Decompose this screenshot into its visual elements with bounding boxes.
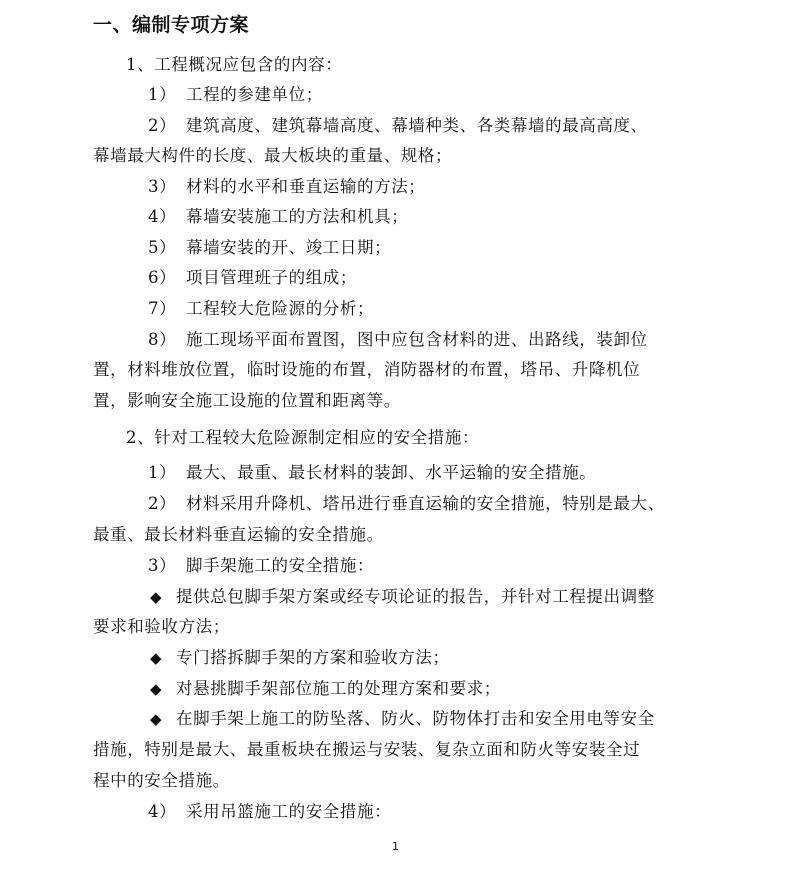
list-item: [148, 298, 374, 320]
list-item-number: 2）: [148, 494, 177, 513]
list-item-number: 4）: [148, 802, 177, 821]
list-item: [148, 84, 323, 106]
list-item: [148, 115, 648, 137]
bullet-item-text: 在脚手架上施工的防坠落、防火、防物体打击和安全用电等安全: [176, 709, 655, 728]
list-item-number: 3）: [148, 177, 177, 196]
list-item-number: 2）: [148, 116, 177, 135]
list-item-continuation: 置，材料堆放位置，临时设施的布置，消防器材的布置，塔吊、升降机位: [93, 360, 641, 379]
list-item-continuation: 幕墙最大构件的长度、最大板块的重量、规格；: [93, 146, 453, 165]
diamond-bullet-icon: ◆: [150, 649, 163, 667]
list-item-text: 最大、最重、最长材料的装卸、水平运输的安全措施。: [186, 463, 597, 482]
list-item-text: 材料的水平和垂直运输的方法；: [186, 177, 426, 196]
diamond-bullet-icon: ◆: [150, 680, 163, 698]
list-item-text: 采用吊篮施工的安全措施：: [186, 802, 392, 821]
list-item-number: 1）: [148, 85, 177, 104]
bullet-item-text: 提供总包脚手架方案或经专项论证的报告，并针对工程提出调整: [176, 587, 655, 606]
list-item-number: 5）: [148, 238, 177, 257]
list-item: [148, 329, 648, 351]
bullet-item-text: 对悬挑脚手架部位施工的处理方案和要求；: [176, 679, 501, 698]
item-1-title: 1、工程概况应包含的内容：: [126, 55, 343, 74]
list-item-text: 施工现场平面布置图，图中应包含材料的进、出路线，装卸位: [186, 330, 648, 349]
bullet-item: [150, 708, 655, 730]
bullet-item: [150, 586, 655, 608]
list-item-text: 工程的参建单位；: [186, 85, 323, 104]
list-item: [148, 206, 408, 228]
bullet-item-continuation: 要求和验收方法；: [93, 617, 230, 636]
item-2-title: 2、针对工程较大危险源制定相应的安全措施：: [126, 428, 480, 447]
list-item: [148, 801, 391, 823]
list-item-text: 脚手架施工的安全措施：: [186, 556, 375, 575]
list-item: [148, 555, 374, 577]
list-item-text: 工程较大危险源的分析；: [186, 299, 375, 318]
diamond-bullet-icon: ◆: [150, 588, 163, 606]
list-item-number: 3）: [148, 556, 177, 575]
list-item-number: 1）: [148, 463, 177, 482]
page-number: 1: [392, 840, 399, 853]
list-item: [148, 237, 391, 259]
list-item-number: 7）: [148, 299, 177, 318]
section-heading: 一、编制专项方案: [93, 14, 250, 36]
list-item-text: 幕墙安装施工的方法和机具；: [186, 207, 409, 226]
list-item: [148, 267, 357, 289]
list-item: [148, 493, 665, 515]
list-item: [148, 176, 425, 198]
list-item-text: 幕墙安装的开、竣工日期；: [186, 238, 392, 257]
list-item: [148, 462, 596, 484]
list-item-number: 6）: [148, 268, 177, 287]
list-item-continuation: 最重、最长材料垂直运输的安全措施。: [93, 525, 384, 544]
list-item-number: 4）: [148, 207, 177, 226]
bullet-item-continuation: 措施，特别是最大、最重板块在搬运与安装、复杂立面和防火等安装全过: [93, 740, 641, 759]
list-item-number: 8）: [148, 330, 177, 349]
bullet-item: [150, 678, 501, 700]
bullet-item-continuation: 程中的安全措施。: [93, 771, 230, 790]
list-item-continuation: 置，影响安全施工设施的位置和距离等。: [93, 391, 401, 410]
list-item-text: 建筑高度、建筑幕墙高度、幕墙种类、各类幕墙的最高高度、: [186, 116, 648, 135]
bullet-item: [150, 647, 450, 669]
diamond-bullet-icon: ◆: [150, 710, 163, 728]
list-item-text: 项目管理班子的组成；: [186, 268, 357, 287]
list-item-text: 材料采用升降机、塔吊进行垂直运输的安全措施，特别是最大、: [186, 494, 665, 513]
bullet-item-text: 专门搭拆脚手架的方案和验收方法；: [176, 648, 450, 667]
